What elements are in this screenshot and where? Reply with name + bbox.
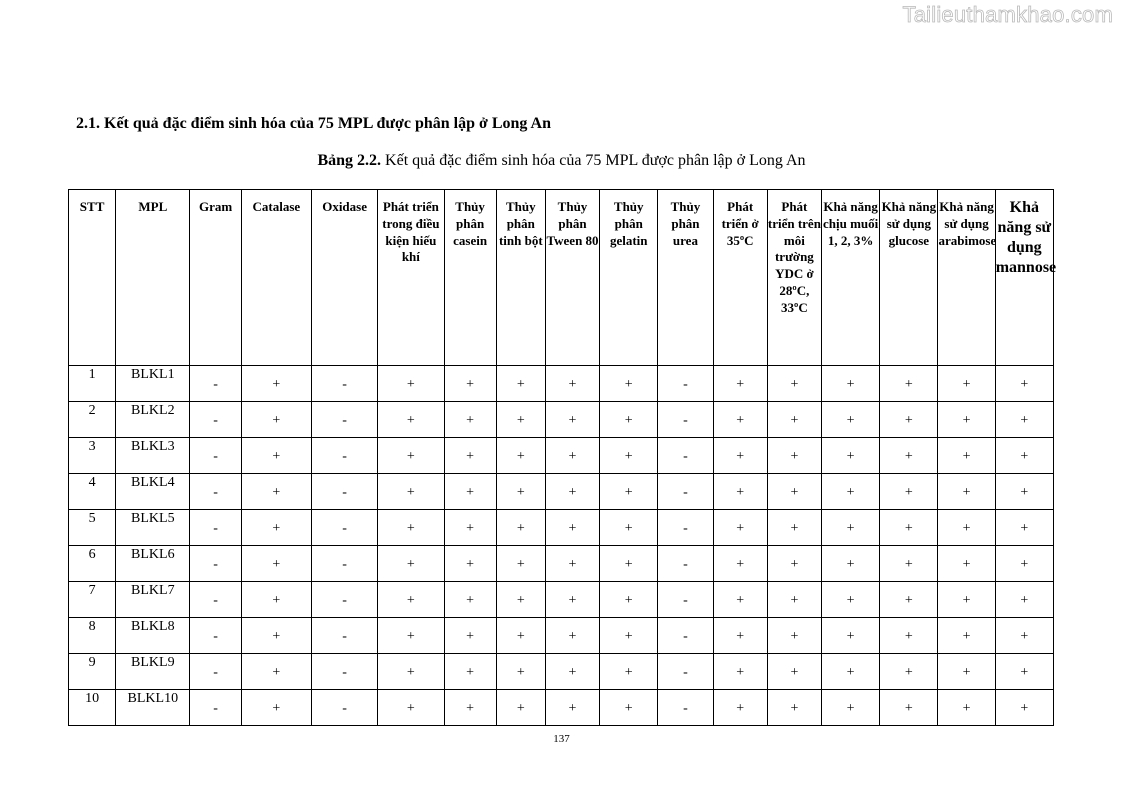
test-result-cell: +: [378, 438, 444, 474]
table-row: [69, 546, 1054, 582]
test-result-cell: -: [658, 438, 713, 474]
test-result-cell: +: [995, 690, 1053, 726]
test-result-cell: -: [190, 654, 241, 690]
test-result-cell: +: [767, 654, 821, 690]
test-result-cell: +: [545, 474, 599, 510]
test-result-cell: +: [822, 582, 880, 618]
test-result-cell: +: [496, 402, 545, 438]
test-result-cell: +: [496, 474, 545, 510]
test-result-cell: -: [311, 690, 377, 726]
test-result-cell: +: [600, 582, 658, 618]
test-result-cell: +: [545, 654, 599, 690]
test-result-cell: +: [241, 510, 311, 546]
test-result-cell: +: [822, 366, 880, 402]
test-result-cell: +: [496, 510, 545, 546]
test-result-cell: +: [995, 510, 1053, 546]
test-result-cell: +: [600, 618, 658, 654]
test-result-cell: +: [713, 618, 767, 654]
test-result-cell: +: [938, 618, 995, 654]
test-result-cell: +: [767, 582, 821, 618]
test-result-cell: +: [444, 402, 496, 438]
test-result-cell: +: [713, 582, 767, 618]
strain-name-cell: BLKL5: [116, 510, 190, 546]
test-result-cell: -: [658, 510, 713, 546]
test-result-cell: +: [378, 582, 444, 618]
test-result-cell: +: [767, 690, 821, 726]
test-result-cell: -: [311, 474, 377, 510]
test-result-cell: -: [190, 402, 241, 438]
test-result-cell: +: [444, 510, 496, 546]
test-result-cell: +: [545, 366, 599, 402]
test-result-cell: +: [444, 582, 496, 618]
row-index-cell: 9: [69, 654, 116, 690]
test-result-cell: +: [378, 690, 444, 726]
page-number: 137: [553, 733, 570, 745]
strain-name-cell: BLKL9: [116, 654, 190, 690]
test-result-cell: -: [311, 366, 377, 402]
test-result-cell: +: [880, 474, 938, 510]
test-result-cell: +: [241, 438, 311, 474]
test-result-cell: +: [938, 510, 995, 546]
test-result-cell: +: [713, 546, 767, 582]
test-result-cell: +: [822, 654, 880, 690]
test-result-cell: +: [545, 690, 599, 726]
test-result-cell: -: [190, 546, 241, 582]
test-result-cell: +: [241, 690, 311, 726]
section-heading: 2.1. Kết quả đặc điểm sinh hóa của 75 MPL được phân lập ở Long An: [76, 115, 551, 132]
test-result-cell: +: [995, 366, 1053, 402]
header-arabimose-use: Khả năng sử dụng arabimose: [938, 190, 995, 366]
table-row: [69, 582, 1054, 618]
header-starch-hydrolysis: Thủy phân tinh bột: [496, 190, 545, 366]
table-row: [69, 366, 1054, 402]
header-catalase: Catalase: [241, 190, 311, 366]
table-body: [69, 366, 1054, 726]
strain-name-cell: BLKL6: [116, 546, 190, 582]
test-result-cell: +: [995, 654, 1053, 690]
test-result-cell: +: [713, 402, 767, 438]
test-result-cell: -: [658, 654, 713, 690]
test-result-cell: +: [496, 366, 545, 402]
test-result-cell: +: [880, 690, 938, 726]
test-result-cell: +: [880, 366, 938, 402]
test-result-cell: -: [311, 582, 377, 618]
test-result-cell: +: [378, 510, 444, 546]
test-result-cell: +: [444, 690, 496, 726]
table-row: [69, 690, 1054, 726]
header-salt-tolerance: Khả năng chịu muối 1, 2, 3%: [822, 190, 880, 366]
test-result-cell: -: [311, 654, 377, 690]
test-result-cell: +: [822, 402, 880, 438]
test-result-cell: +: [822, 546, 880, 582]
test-result-cell: +: [767, 618, 821, 654]
test-result-cell: +: [496, 582, 545, 618]
test-result-cell: +: [880, 546, 938, 582]
test-result-cell: +: [241, 582, 311, 618]
test-result-cell: +: [241, 654, 311, 690]
test-result-cell: +: [938, 438, 995, 474]
test-result-cell: +: [767, 510, 821, 546]
header-oxidase: Oxidase: [311, 190, 377, 366]
test-result-cell: +: [496, 690, 545, 726]
test-result-cell: -: [190, 366, 241, 402]
test-result-cell: +: [545, 546, 599, 582]
test-result-cell: +: [545, 618, 599, 654]
test-result-cell: +: [822, 474, 880, 510]
test-result-cell: +: [545, 510, 599, 546]
test-result-cell: +: [822, 438, 880, 474]
strain-name-cell: BLKL4: [116, 474, 190, 510]
test-result-cell: +: [444, 366, 496, 402]
header-mpl: MPL: [116, 190, 190, 366]
table-header-row: [69, 190, 1054, 366]
row-index-cell: 1: [69, 366, 116, 402]
table-row: [69, 510, 1054, 546]
strain-name-cell: BLKL2: [116, 402, 190, 438]
test-result-cell: +: [600, 474, 658, 510]
test-result-cell: +: [938, 546, 995, 582]
header-casein-hydrolysis: Thủy phân casein: [444, 190, 496, 366]
test-result-cell: -: [190, 510, 241, 546]
test-result-cell: +: [378, 366, 444, 402]
row-index-cell: 5: [69, 510, 116, 546]
test-result-cell: +: [767, 474, 821, 510]
test-result-cell: +: [767, 546, 821, 582]
test-result-cell: +: [444, 618, 496, 654]
header-gram: Gram: [190, 190, 241, 366]
test-result-cell: +: [767, 402, 821, 438]
test-result-cell: -: [190, 690, 241, 726]
test-result-cell: +: [496, 618, 545, 654]
strain-name-cell: BLKL7: [116, 582, 190, 618]
test-result-cell: +: [938, 654, 995, 690]
test-result-cell: +: [545, 438, 599, 474]
test-result-cell: +: [995, 402, 1053, 438]
test-result-cell: +: [241, 366, 311, 402]
test-result-cell: +: [545, 582, 599, 618]
test-result-cell: +: [600, 510, 658, 546]
test-result-cell: +: [713, 366, 767, 402]
strain-name-cell: BLKL10: [116, 690, 190, 726]
strain-name-cell: BLKL8: [116, 618, 190, 654]
test-result-cell: +: [995, 618, 1053, 654]
test-result-cell: +: [496, 546, 545, 582]
test-result-cell: +: [600, 690, 658, 726]
test-result-cell: +: [496, 654, 545, 690]
test-result-cell: +: [880, 438, 938, 474]
test-result-cell: +: [713, 474, 767, 510]
header-tween80-hydrolysis: Thủy phân Tween 80: [545, 190, 599, 366]
test-result-cell: -: [190, 438, 241, 474]
table-row: [69, 402, 1054, 438]
header-stt: STT: [69, 190, 116, 366]
strain-name-cell: BLKL1: [116, 366, 190, 402]
test-result-cell: +: [938, 582, 995, 618]
test-result-cell: -: [658, 618, 713, 654]
test-result-cell: +: [241, 474, 311, 510]
test-result-cell: +: [767, 438, 821, 474]
test-result-cell: +: [938, 474, 995, 510]
test-result-cell: +: [545, 402, 599, 438]
test-result-cell: +: [995, 546, 1053, 582]
row-index-cell: 8: [69, 618, 116, 654]
row-index-cell: 10: [69, 690, 116, 726]
test-result-cell: +: [378, 546, 444, 582]
row-index-cell: 4: [69, 474, 116, 510]
test-result-cell: +: [938, 402, 995, 438]
test-result-cell: -: [311, 510, 377, 546]
test-result-cell: +: [767, 366, 821, 402]
test-result-cell: +: [241, 546, 311, 582]
test-result-cell: +: [378, 654, 444, 690]
row-index-cell: 6: [69, 546, 116, 582]
row-index-cell: 2: [69, 402, 116, 438]
header-ydc-growth: Phát triển trên môi trường YDC ở 28ºC, 33ºC: [767, 190, 821, 366]
test-result-cell: +: [444, 438, 496, 474]
test-result-cell: +: [241, 402, 311, 438]
row-index-cell: 3: [69, 438, 116, 474]
table-caption-text: Kết quả đặc điểm sinh hóa của 75 MPL được phân lập ở Long An: [381, 152, 806, 169]
test-result-cell: -: [658, 366, 713, 402]
test-result-cell: +: [938, 366, 995, 402]
test-result-cell: +: [600, 366, 658, 402]
test-result-cell: +: [600, 438, 658, 474]
test-result-cell: +: [880, 402, 938, 438]
table-row: [69, 654, 1054, 690]
test-result-cell: -: [311, 438, 377, 474]
test-result-cell: -: [190, 618, 241, 654]
test-result-cell: -: [190, 582, 241, 618]
watermark-text: Tailieuthamkhao.com: [902, 2, 1113, 27]
test-result-cell: -: [190, 474, 241, 510]
test-result-cell: +: [880, 510, 938, 546]
test-result-cell: +: [713, 510, 767, 546]
row-index-cell: 7: [69, 582, 116, 618]
test-result-cell: +: [496, 438, 545, 474]
test-result-cell: +: [822, 690, 880, 726]
test-result-cell: +: [995, 474, 1053, 510]
test-result-cell: +: [713, 654, 767, 690]
test-result-cell: -: [658, 402, 713, 438]
header-growth-35c: Phát triển ở 35ºC: [713, 190, 767, 366]
test-result-cell: +: [600, 546, 658, 582]
header-urea-hydrolysis: Thủy phân urea: [658, 190, 713, 366]
test-result-cell: +: [600, 654, 658, 690]
table-row: [69, 438, 1054, 474]
test-result-cell: +: [822, 618, 880, 654]
test-result-cell: -: [311, 402, 377, 438]
test-result-cell: +: [880, 582, 938, 618]
test-result-cell: +: [880, 654, 938, 690]
test-result-cell: +: [713, 438, 767, 474]
test-result-cell: +: [444, 654, 496, 690]
test-result-cell: +: [444, 474, 496, 510]
test-result-cell: +: [995, 438, 1053, 474]
test-result-cell: +: [822, 510, 880, 546]
table-row: [69, 618, 1054, 654]
test-result-cell: -: [658, 474, 713, 510]
test-result-cell: -: [658, 582, 713, 618]
test-result-cell: +: [444, 546, 496, 582]
biochemical-results-table: [68, 189, 1057, 726]
test-result-cell: -: [658, 690, 713, 726]
test-result-cell: +: [880, 618, 938, 654]
header-aerobic-growth: Phát triển trong điều kiện hiếu khí: [378, 190, 444, 366]
test-result-cell: +: [995, 582, 1053, 618]
test-result-cell: -: [311, 618, 377, 654]
test-result-cell: +: [938, 690, 995, 726]
test-result-cell: -: [658, 546, 713, 582]
header-glucose-use: Khả năng sử dụng glucose: [880, 190, 938, 366]
test-result-cell: -: [311, 546, 377, 582]
test-result-cell: +: [378, 402, 444, 438]
test-result-cell: +: [600, 402, 658, 438]
table-row: [69, 474, 1054, 510]
test-result-cell: +: [241, 618, 311, 654]
header-gelatin-hydrolysis: Thủy phân gelatin: [600, 190, 658, 366]
strain-name-cell: BLKL3: [116, 438, 190, 474]
test-result-cell: +: [713, 690, 767, 726]
table-caption-label: Bảng 2.2.: [317, 152, 382, 169]
test-result-cell: +: [378, 474, 444, 510]
table-caption: [0, 152, 1123, 170]
header-mannose-use: Khả năng sử dụng mannose: [995, 190, 1053, 366]
test-result-cell: +: [378, 618, 444, 654]
